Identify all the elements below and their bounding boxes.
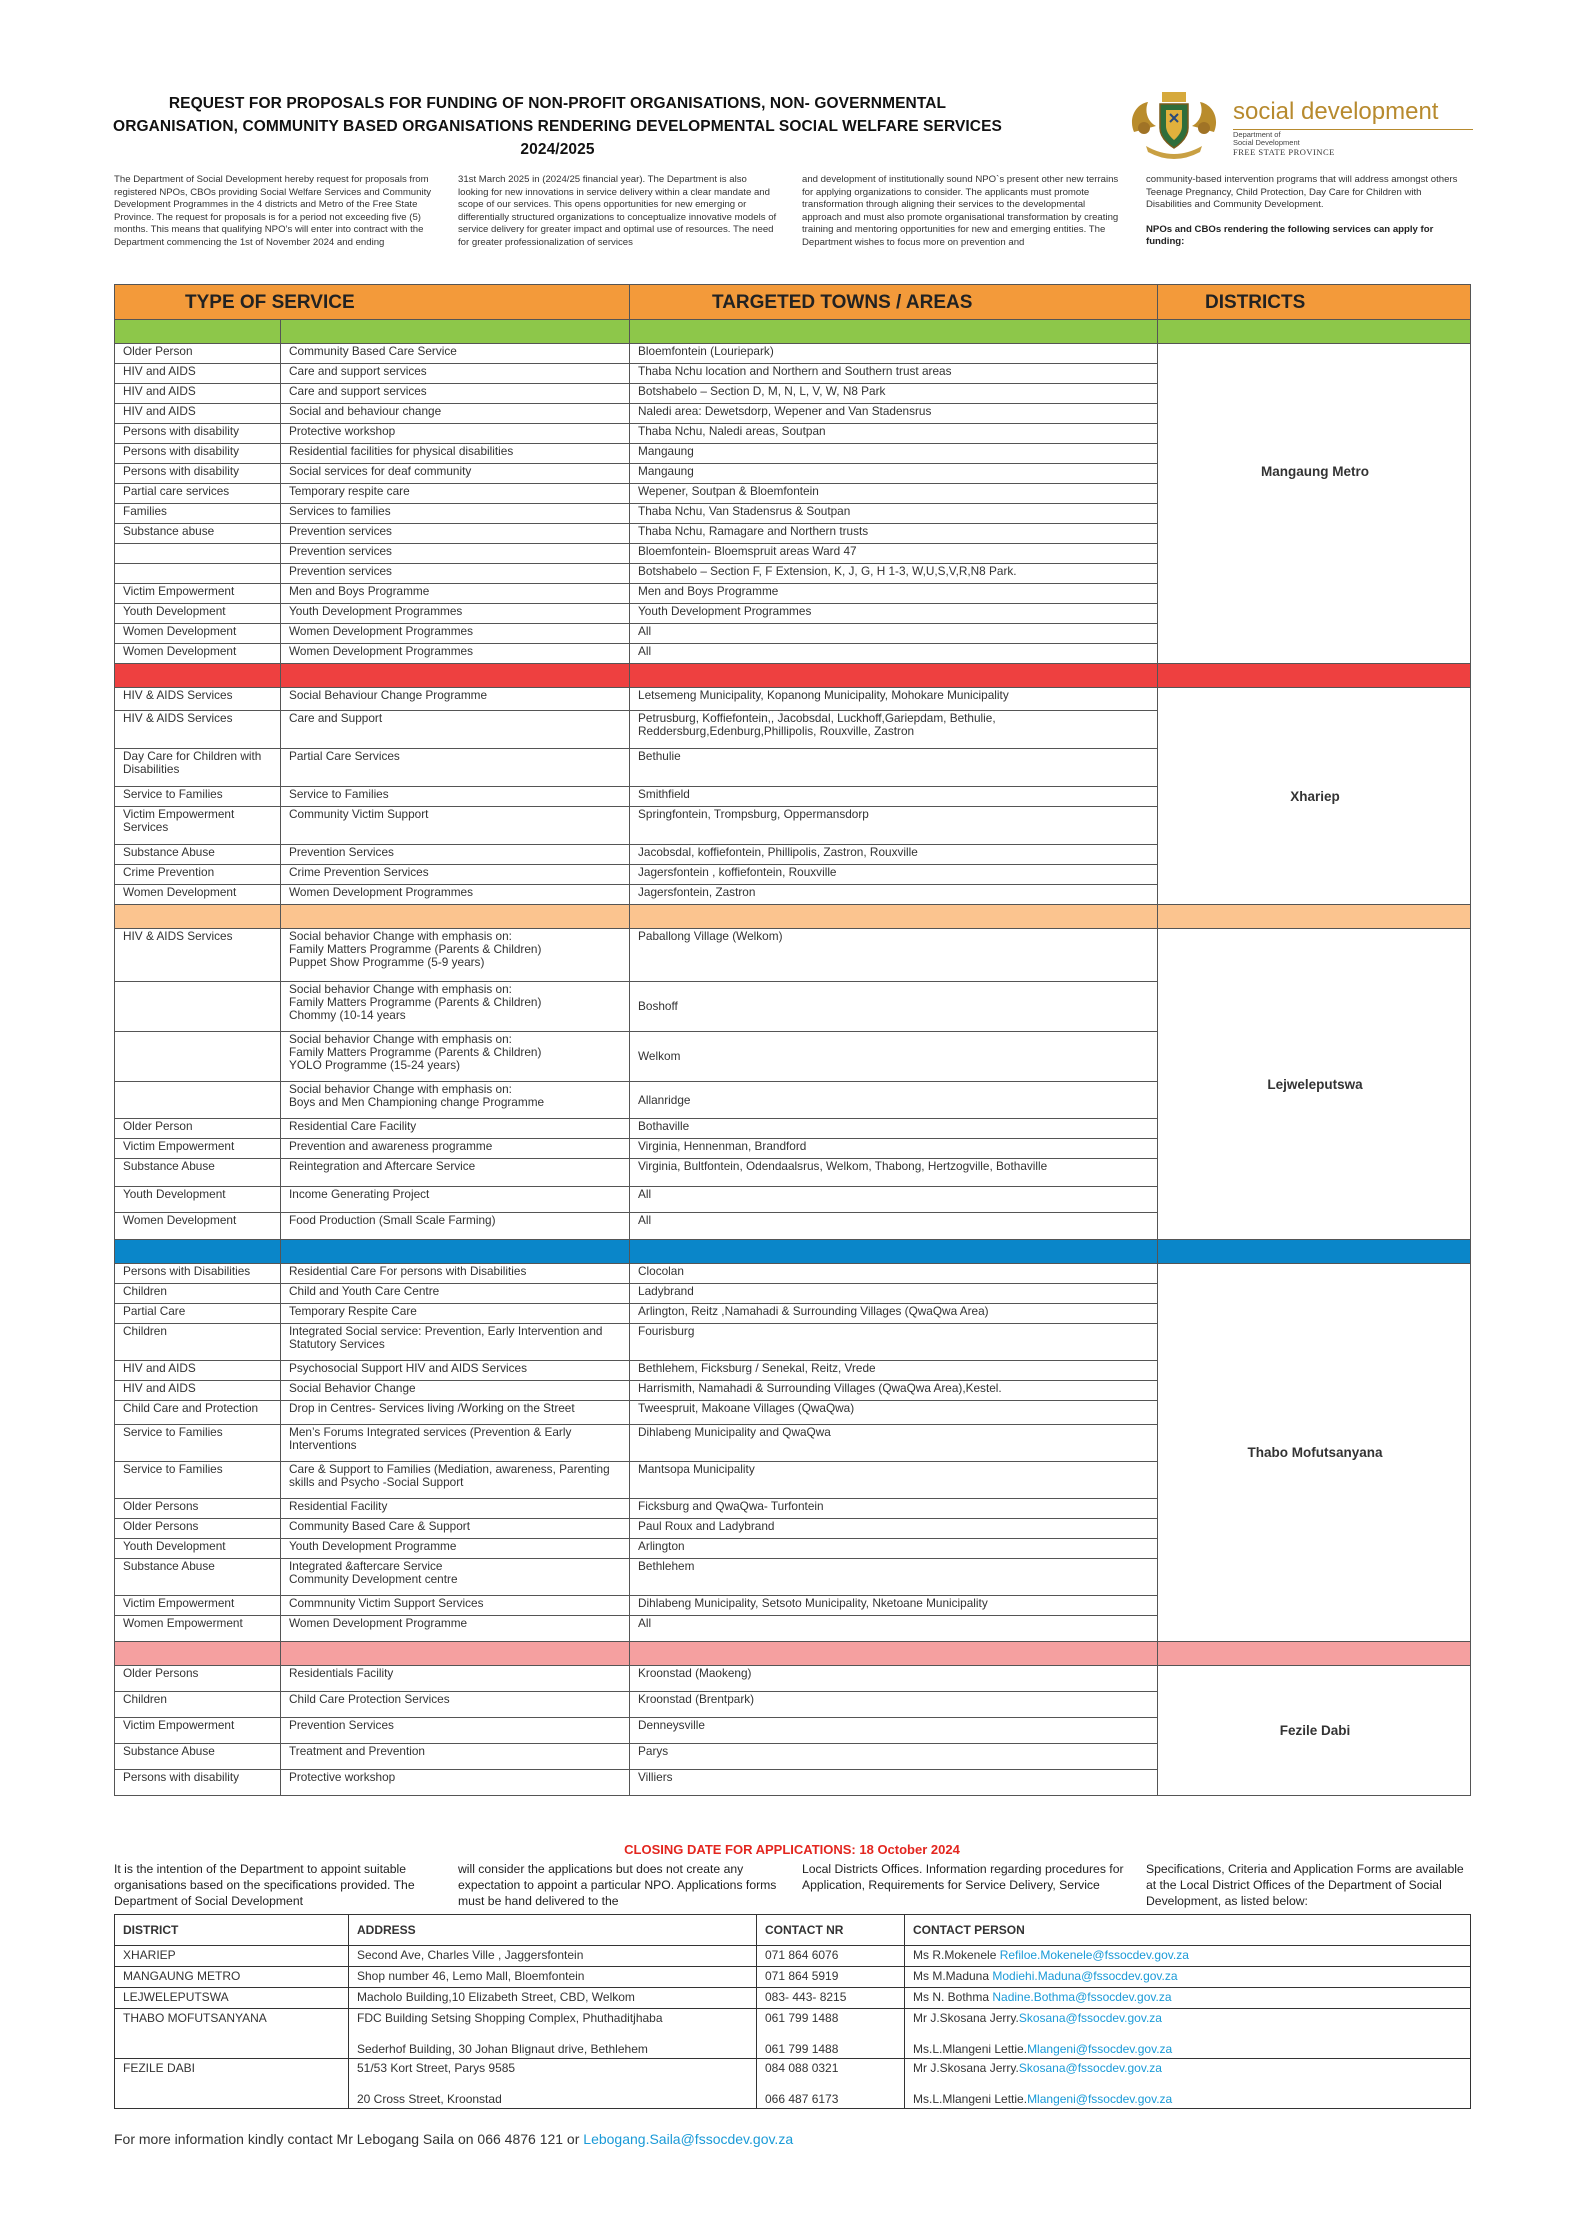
targeted-area-cell: Springfontein, Trompsburg, Oppermansdorp (630, 807, 1158, 845)
contact-person (905, 1967, 1471, 1988)
service-type-cell (115, 1032, 281, 1082)
targeted-area-cell: Paul Roux and Ladybrand (630, 1519, 1158, 1539)
targeted-area-cell: Jagersfontein , koffiefontein, Rouxville (630, 865, 1158, 885)
service-description-cell: Reintegration and Aftercare Service (281, 1159, 630, 1187)
contact-row (115, 2059, 1471, 2080)
section-band-cell (1158, 1240, 1471, 1264)
service-description-cell: Prevention services (281, 544, 630, 564)
contact-person (905, 2080, 1471, 2109)
section-band-cell (281, 320, 630, 344)
contact-email-link[interactable]: Skosana@fssocdev.gov.za (1018, 2011, 1162, 2025)
service-description-cell: Child and Youth Care Centre (281, 1284, 630, 1304)
contacts-header-person: CONTACT PERSON (905, 1915, 1471, 1946)
service-description-cell: Social behavior Change with emphasis on: Family Matters Programme (Parents & Children) Chommy (10-14 years (281, 982, 630, 1032)
contact-person-name: Ms N. Bothma (913, 1990, 993, 2004)
service-description-cell: Women Development Programmes (281, 885, 630, 905)
service-type-cell: Persons with disability (115, 1770, 281, 1796)
targeted-area-cell: Boshoff (630, 982, 1158, 1032)
service-description-cell: Temporary respite care (281, 484, 630, 504)
service-description-cell: Temporary Respite Care (281, 1304, 630, 1324)
targeted-area-cell: All (630, 1213, 1158, 1240)
service-type-cell (115, 982, 281, 1032)
contact-district (115, 2080, 349, 2109)
table-row (115, 929, 1471, 982)
service-description-cell: Community Victim Support (281, 807, 630, 845)
service-type-cell: Service to Families (115, 787, 281, 807)
contact-person-name: Ms.L.Mlangeni Lettie. (913, 2042, 1028, 2056)
service-type-cell: HIV and AIDS (115, 1381, 281, 1401)
contact-row (115, 1988, 1471, 2009)
targeted-area-cell: Clocolan (630, 1264, 1158, 1284)
service-description-cell: Residential Facility (281, 1499, 630, 1519)
header-districts: DISTRICTS (1158, 285, 1471, 320)
contact-address: Second Ave, Charles Ville , Jaggersfontein (349, 1946, 757, 1967)
contact-address: Sederhof Building, 30 Johan Blignaut drive, Bethlehem (349, 2030, 757, 2059)
targeted-area-cell: Ficksburg and QwaQwa- Turfontein (630, 1499, 1158, 1519)
service-description-cell: Men’s Forums Integrated services (Prevention & Early Interventions (281, 1425, 630, 1462)
targeted-area-cell: Botshabelo – Section F, F Extension, K, J, G, H 1-3, W,U,S,V,R,N8 Park. (630, 564, 1158, 584)
service-description-cell: Men and Boys Programme (281, 584, 630, 604)
lower-col-2: will consider the applications but does not create any expectation to appoint a particular NPO. Applications forms must be hand delivered to the (458, 1862, 777, 1909)
service-description-cell: Care and support services (281, 384, 630, 404)
service-description-cell: Residential Care For persons with Disabilities (281, 1264, 630, 1284)
contacts-header-address: ADDRESS (349, 1915, 757, 1946)
service-type-cell: Victim Empowerment (115, 1139, 281, 1159)
contact-row (115, 2009, 1471, 2030)
dept-line-1: Department of (1233, 130, 1281, 139)
page-title: REQUEST FOR PROPOSALS FOR FUNDING OF NON-PROFIT ORGANISATIONS, NON- GOVERNMENTAL ORGANISATION, COMMUNITY BASED ORGANISATIONS RENDERING DEVELOPMENTAL SOCIAL WELFARE SERVICES 2024/2025 (113, 95, 1002, 158)
service-type-cell: Women Empowerment (115, 1616, 281, 1642)
intro-col-1: The Department of Social Development hereby request for proposals from registered NPOs, CBOs providing Social Welfare Services and Community Development Programmes in the 4 districts and Metro of the Free State Province. The request for proposals is for a period not exceeding five (5) months. This means that qualifying NPO’s will enter into contract with the Department commencing the 1st of November 2024 and ending (114, 174, 432, 248)
service-type-cell: Children (115, 1324, 281, 1361)
contact-person (905, 2009, 1471, 2030)
table-row (115, 1666, 1471, 1692)
table-row (115, 688, 1471, 711)
contact-email-link[interactable]: Nadine.Bothma@fssocdev.gov.za (992, 1990, 1172, 2004)
service-description-cell: Community Based Care Service (281, 344, 630, 364)
section-band-cell (630, 905, 1158, 929)
targeted-area-cell: Bloemfontein (Louriepark) (630, 344, 1158, 364)
service-description-cell: Income Generating Project (281, 1187, 630, 1213)
targeted-area-cell: Kroonstad (Brentpark) (630, 1692, 1158, 1718)
targeted-area-cell: Arlington (630, 1539, 1158, 1559)
section-band-cell (115, 905, 281, 929)
contact-phone: 061 799 1488 (757, 2009, 905, 2030)
services-table (114, 284, 1471, 1796)
service-type-cell: Partial Care (115, 1304, 281, 1324)
section-band-cell (1158, 320, 1471, 344)
service-description-cell: Women Development Programme (281, 1616, 630, 1642)
contact-district: FEZILE DABI (115, 2059, 349, 2080)
targeted-area-cell: Bothaville (630, 1119, 1158, 1139)
section-band-cell (281, 1240, 630, 1264)
contacts-header-row (115, 1915, 1471, 1946)
services-table-body (115, 320, 1471, 1796)
section-band-cell (1158, 664, 1471, 688)
contact-district: XHARIEP (115, 1946, 349, 1967)
targeted-area-cell: Arlington, Reitz ,Namahadi & Surrounding Villages (QwaQwa Area) (630, 1304, 1158, 1324)
section-band-cell (281, 664, 630, 688)
service-type-cell (115, 564, 281, 584)
contact-address: Shop number 46, Lemo Mall, Bloemfontein (349, 1967, 757, 1988)
contact-district: MANGAUNG METRO (115, 1967, 349, 1988)
service-description-cell: Residential facilities for physical disabilities (281, 444, 630, 464)
service-description-cell: Social Behavior Change (281, 1381, 630, 1401)
service-type-cell: Substance Abuse (115, 845, 281, 865)
service-description-cell: Prevention services (281, 564, 630, 584)
district-name-xhariep: Xhariep (1158, 688, 1471, 905)
section-band-cell (1158, 1642, 1471, 1666)
service-description-cell: Social services for deaf community (281, 464, 630, 484)
targeted-area-cell: Parys (630, 1744, 1158, 1770)
contact-phone: 071 864 5919 (757, 1967, 905, 1988)
service-description-cell: Service to Families (281, 787, 630, 807)
contact-phone: 061 799 1488 (757, 2030, 905, 2059)
service-description-cell: Services to families (281, 504, 630, 524)
service-description-cell: Social Behaviour Change Programme (281, 688, 630, 711)
targeted-area-cell: Fourisburg (630, 1324, 1158, 1361)
targeted-area-cell: All (630, 1187, 1158, 1213)
targeted-area-cell: Welkom (630, 1032, 1158, 1082)
service-type-cell: Substance Abuse (115, 1744, 281, 1770)
header-type-of-service: TYPE OF SERVICE (115, 285, 630, 320)
targeted-area-cell: Mangaung (630, 444, 1158, 464)
section-band-cell (630, 664, 1158, 688)
service-type-cell: Persons with disability (115, 424, 281, 444)
service-type-cell: HIV and AIDS (115, 1361, 281, 1381)
province-label: FREE STATE PROVINCE (1233, 147, 1335, 157)
service-description-cell: Psychosocial Support HIV and AIDS Services (281, 1361, 630, 1381)
targeted-area-cell: Paballong Village (Welkom) (630, 929, 1158, 982)
service-description-cell: Prevention Services (281, 845, 630, 865)
service-description-cell: Community Based Care & Support (281, 1519, 630, 1539)
service-description-cell: Drop in Centres- Services living /Working on the Street (281, 1401, 630, 1425)
service-type-cell: Service to Families (115, 1425, 281, 1462)
targeted-area-cell: Petrusburg, Koffiefontein,, Jacobsdal, Luckhoff,Gariepdam, Bethulie, Reddersburg,Edenburg,Phillipolis, Rouxville, Zastron (630, 711, 1158, 749)
service-description-cell: Residentials Facility (281, 1666, 630, 1692)
contact-district: LEJWELEPUTSWA (115, 1988, 349, 2009)
service-type-cell: Child Care and Protection (115, 1401, 281, 1425)
service-type-cell: Youth Development (115, 1187, 281, 1213)
service-type-cell: Families (115, 504, 281, 524)
contacts-header-district: DISTRICT (115, 1915, 349, 1946)
targeted-area-cell: Thaba Nchu, Naledi areas, Soutpan (630, 424, 1158, 444)
service-type-cell: HIV & AIDS Services (115, 711, 281, 749)
targeted-area-cell: Bethulie (630, 749, 1158, 787)
service-type-cell: Service to Families (115, 1462, 281, 1499)
contact-phone: 066 487 6173 (757, 2080, 905, 2109)
section-band-cell (115, 1642, 281, 1666)
footer-email-link[interactable]: Lebogang.Saila@fssocdev.gov.za (583, 2131, 794, 2147)
service-description-cell: Residential Care Facility (281, 1119, 630, 1139)
targeted-area-cell: Harrismith, Namahadi & Surrounding Villages (QwaQwa Area),Kestel. (630, 1381, 1158, 1401)
lower-col-1: It is the intention of the Department to appoint suitable organisations based on the specifications provided. The Department of Social Development (114, 1862, 415, 1909)
service-type-cell: Day Care for Children with Disabilities (115, 749, 281, 787)
contact-address: FDC Building Setsing Shopping Complex, Phuthaditjhaba (349, 2009, 757, 2030)
service-description-cell: Social behavior Change with emphasis on: Family Matters Programme (Parents & Children) Puppet Show Programme (5-9 years) (281, 929, 630, 982)
section-band-cell (630, 320, 1158, 344)
intro-col-3: and development of institutionally sound NPO`s present other new terrains for applying organizations to consider. The applicants must promote transformation through aligning their services to the developmental approach and must also promote organisational transformation by creating training and mentoring opportunities for new and emerging entities. The Department wishes to focus more on prevention and (802, 174, 1119, 248)
section-band-cell (115, 320, 281, 344)
district-name-fezile: Fezile Dabi (1158, 1666, 1471, 1796)
targeted-area-cell: Dihlabeng Municipality and QwaQwa (630, 1425, 1158, 1462)
dept-line-2: Social Development (1233, 138, 1300, 147)
section-band-cell (281, 1642, 630, 1666)
service-type-cell: Persons with Disabilities (115, 1264, 281, 1284)
contact-phone: 084 088 0321 (757, 2059, 905, 2080)
section-band-mangaung (115, 320, 1471, 344)
contact-person (905, 2059, 1471, 2080)
intro-col-2: 31st March 2025 in (2024/25 financial year). The Department is also looking for new innovations in service delivery within a clear mandate and scope of our services. This opens opportunities for new emerging or differentially structured organizations to conceptualize innovative models of service delivery for greater impact and optimal use of resources. The need for greater professionalization of services (458, 174, 777, 248)
service-type-cell: Victim Empowerment Services (115, 807, 281, 845)
targeted-area-cell: Allanridge (630, 1082, 1158, 1119)
contact-email-link[interactable]: Mlangeni@fssocdev.gov.za (1027, 2092, 1173, 2106)
section-band-cell (630, 1642, 1158, 1666)
lower-col-4: Specifications, Criteria and Application Forms are available at the Local District Offices of the Department of Social Development, as listed below: (1146, 1862, 1464, 1909)
contacts-table (114, 1914, 1471, 2109)
service-type-cell: Victim Empowerment (115, 1596, 281, 1616)
targeted-area-cell: Botshabelo – Section D, M, N, L, V, W, N8 Park (630, 384, 1158, 404)
contact-phone: 083- 443- 8215 (757, 1988, 905, 2009)
service-description-cell: Prevention Services (281, 1718, 630, 1744)
service-description-cell: Protective workshop (281, 424, 630, 444)
targeted-area-cell: Bloemfontein- Bloemspruit areas Ward 47 (630, 544, 1158, 564)
targeted-area-cell: Letsemeng Municipality, Kopanong Municipality, Mohokare Municipality (630, 688, 1158, 711)
service-type-cell: Victim Empowerment (115, 1718, 281, 1744)
contact-person-name: Ms.L.Mlangeni Lettie. (913, 2092, 1028, 2106)
targeted-area-cell: Tweespruit, Makoane Villages (QwaQwa) (630, 1401, 1158, 1425)
contact-person (905, 2030, 1471, 2059)
service-description-cell: Integrated &aftercare Service Community Development centre (281, 1559, 630, 1596)
targeted-area-cell: Wepener, Soutpan & Bloemfontein (630, 484, 1158, 504)
service-description-cell: Youth Development Programmes (281, 604, 630, 624)
targeted-area-cell: Thaba Nchu, Van Stadensrus & Soutpan (630, 504, 1158, 524)
targeted-area-cell: Villiers (630, 1770, 1158, 1796)
brand-name: social development (1233, 98, 1439, 125)
service-description-cell: Social and behaviour change (281, 404, 630, 424)
targeted-area-cell: Jacobsdal, koffiefontein, Phillipolis, Zastron, Rouxville (630, 845, 1158, 865)
service-description-cell: Integrated Social service: Prevention, Early Intervention and Statutory Services (281, 1324, 630, 1361)
service-type-cell: Partial care services (115, 484, 281, 504)
service-type-cell (115, 544, 281, 564)
service-description-cell: Prevention and awareness programme (281, 1139, 630, 1159)
service-type-cell: HIV and AIDS (115, 384, 281, 404)
contact-email-link[interactable]: Refiloe.Mokenele@fssocdev.gov.za (999, 1948, 1189, 1962)
targeted-area-cell: Men and Boys Programme (630, 584, 1158, 604)
service-type-cell: Youth Development (115, 604, 281, 624)
targeted-area-cell: Jagersfontein, Zastron (630, 885, 1158, 905)
contact-row (115, 1946, 1471, 1967)
service-description-cell: Care & Support to Families (Mediation, awareness, Parenting skills and Psycho -Social Support (281, 1462, 630, 1499)
service-type-cell: Women Development (115, 1213, 281, 1240)
department-logo (1126, 88, 1472, 163)
contact-person (905, 1988, 1471, 2009)
targeted-area-cell: All (630, 644, 1158, 664)
table-row (115, 1264, 1471, 1284)
service-type-cell: Crime Prevention (115, 865, 281, 885)
contact-address: 20 Cross Street, Kroonstad (349, 2080, 757, 2109)
section-band-xhariep (115, 664, 1471, 688)
service-description-cell: Women Development Programmes (281, 644, 630, 664)
contact-person-name: Mr J.Skosana Jerry. (913, 2011, 1019, 2025)
table-header-row (115, 285, 1471, 320)
targeted-area-cell: Bethlehem (630, 1559, 1158, 1596)
service-description-cell: Commnunity Victim Support Services (281, 1596, 630, 1616)
service-type-cell: Substance abuse (115, 524, 281, 544)
contacts-table-body (115, 1946, 1471, 2109)
contacts-header-phone: CONTACT NR (757, 1915, 905, 1946)
service-description-cell: Partial Care Services (281, 749, 630, 787)
section-band-cell (281, 905, 630, 929)
header-targeted-areas: TARGETED TOWNS / AREAS (630, 285, 1158, 320)
contact-district: THABO MOFUTSANYANA (115, 2009, 349, 2030)
section-band-lejweleputswa (115, 905, 1471, 929)
service-type-cell: Women Development (115, 644, 281, 664)
service-description-cell: Care and support services (281, 364, 630, 384)
service-type-cell: Women Development (115, 885, 281, 905)
service-type-cell: Older Person (115, 344, 281, 364)
contact-person (905, 1946, 1471, 1967)
service-type-cell: HIV and AIDS (115, 364, 281, 384)
service-type-cell: Persons with disability (115, 464, 281, 484)
footer-text: For more information kindly contact Mr Lebogang Saila on 066 4876 121 or (114, 2131, 584, 2147)
targeted-area-cell: All (630, 624, 1158, 644)
service-description-cell: Social behavior Change with emphasis on: Boys and Men Championing change Programme (281, 1082, 630, 1119)
service-description-cell: Child Care Protection Services (281, 1692, 630, 1718)
service-type-cell: Substance Abuse (115, 1159, 281, 1187)
coat-of-arms-icon (1126, 88, 1222, 160)
service-description-cell: Treatment and Prevention (281, 1744, 630, 1770)
intro-col-4-text: community-based intervention programs that will address amongst others Teenage Pregnancy, Child Protection, Day Care for Children with Disabilities and Community Development. (1146, 174, 1458, 211)
service-type-cell: HIV & AIDS Services (115, 688, 281, 711)
service-type-cell (115, 1082, 281, 1119)
intro-col-4 (1146, 174, 1466, 274)
contact-district (115, 2030, 349, 2059)
service-type-cell: Older Person (115, 1119, 281, 1139)
lower-col-3: Local Districts Offices. Information regarding procedures for Application, Requirements for Service Delivery, Service (802, 1862, 1124, 1893)
service-type-cell: Persons with disability (115, 444, 281, 464)
section-band-cell (1158, 905, 1471, 929)
service-type-cell: Older Persons (115, 1519, 281, 1539)
service-description-cell: Women Development Programmes (281, 624, 630, 644)
service-type-cell: HIV & AIDS Services (115, 929, 281, 982)
service-type-cell: Substance Abuse (115, 1559, 281, 1596)
targeted-area-cell: Thaba Nchu, Ramagare and Northern trusts (630, 524, 1158, 544)
service-type-cell: Children (115, 1284, 281, 1304)
targeted-area-cell: Mangaung (630, 464, 1158, 484)
service-description-cell: Care and Support (281, 711, 630, 749)
footer-note (114, 2131, 793, 2147)
contact-email-link[interactable]: Modiehi.Maduna@fssocdev.gov.za (992, 1969, 1178, 1983)
targeted-area-cell: Mantsopa Municipality (630, 1462, 1158, 1499)
intro-col-4-bold: NPOs and CBOs rendering the following services can apply for funding: (1146, 223, 1434, 248)
contact-email-link[interactable]: Skosana@fssocdev.gov.za (1018, 2061, 1162, 2075)
section-band-cell (115, 664, 281, 688)
targeted-area-cell: Denneysville (630, 1718, 1158, 1744)
contact-email-link[interactable]: Mlangeni@fssocdev.gov.za (1027, 2042, 1173, 2056)
contact-row (115, 2080, 1471, 2109)
service-type-cell: Children (115, 1692, 281, 1718)
service-description-cell: Social behavior Change with emphasis on: Family Matters Programme (Parents & Children) YOLO Programme (15-24 years) (281, 1032, 630, 1082)
targeted-area-cell: Thaba Nchu location and Northern and Southern trust areas (630, 364, 1158, 384)
service-description-cell: Protective workshop (281, 1770, 630, 1796)
section-band-cell (115, 1240, 281, 1264)
service-type-cell: Older Persons (115, 1499, 281, 1519)
targeted-area-cell: Youth Development Programmes (630, 604, 1158, 624)
section-band-thabo (115, 1240, 1471, 1264)
district-name-thabo: Thabo Mofutsanyana (1158, 1264, 1471, 1642)
contact-row (115, 2030, 1471, 2059)
service-type-cell: Women Development (115, 624, 281, 644)
targeted-area-cell: Virginia, Bultfontein, Odendaalsrus, Welkom, Thabong, Hertzogville, Bothaville (630, 1159, 1158, 1187)
service-type-cell: Older Persons (115, 1666, 281, 1692)
contact-person-name: Ms R.Mokenele (913, 1948, 1000, 1962)
contact-phone: 071 864 6076 (757, 1946, 905, 1967)
targeted-area-cell: Dihlabeng Municipality, Setsoto Municipality, Nketoane Municipality (630, 1596, 1158, 1616)
targeted-area-cell: Virginia, Hennenman, Brandford (630, 1139, 1158, 1159)
targeted-area-cell: Smithfield (630, 787, 1158, 807)
department-label (1233, 131, 1300, 147)
service-description-cell: Crime Prevention Services (281, 865, 630, 885)
service-description-cell: Youth Development Programme (281, 1539, 630, 1559)
section-band-cell (630, 1240, 1158, 1264)
contact-address: 51/53 Kort Street, Parys 9585 (349, 2059, 757, 2080)
contact-person-name: Ms M.Maduna (913, 1969, 993, 1983)
closing-date: CLOSING DATE FOR APPLICATIONS: 18 October 2024 (624, 1842, 960, 1857)
service-description-cell: Food Production (Small Scale Farming) (281, 1213, 630, 1240)
district-name-mangaung: Mangaung Metro (1158, 344, 1471, 664)
table-row (115, 344, 1471, 364)
district-name-lejweleputswa: Lejweleputswa (1158, 929, 1471, 1240)
service-description-cell: Prevention services (281, 524, 630, 544)
service-type-cell: Victim Empowerment (115, 584, 281, 604)
targeted-area-cell: Bethlehem, Ficksburg / Senekal, Reitz, Vrede (630, 1361, 1158, 1381)
service-type-cell: HIV and AIDS (115, 404, 281, 424)
contact-address: Macholo Building,10 Elizabeth Street, CBD, Welkom (349, 1988, 757, 2009)
targeted-area-cell: Kroonstad (Maokeng) (630, 1666, 1158, 1692)
contact-person-name: Mr J.Skosana Jerry. (913, 2061, 1019, 2075)
targeted-area-cell: Naledi area: Dewetsdorp, Wepener and Van Stadensrus (630, 404, 1158, 424)
targeted-area-cell: All (630, 1616, 1158, 1642)
service-type-cell: Youth Development (115, 1539, 281, 1559)
section-band-fezile (115, 1642, 1471, 1666)
targeted-area-cell: Ladybrand (630, 1284, 1158, 1304)
contact-row (115, 1967, 1471, 1988)
